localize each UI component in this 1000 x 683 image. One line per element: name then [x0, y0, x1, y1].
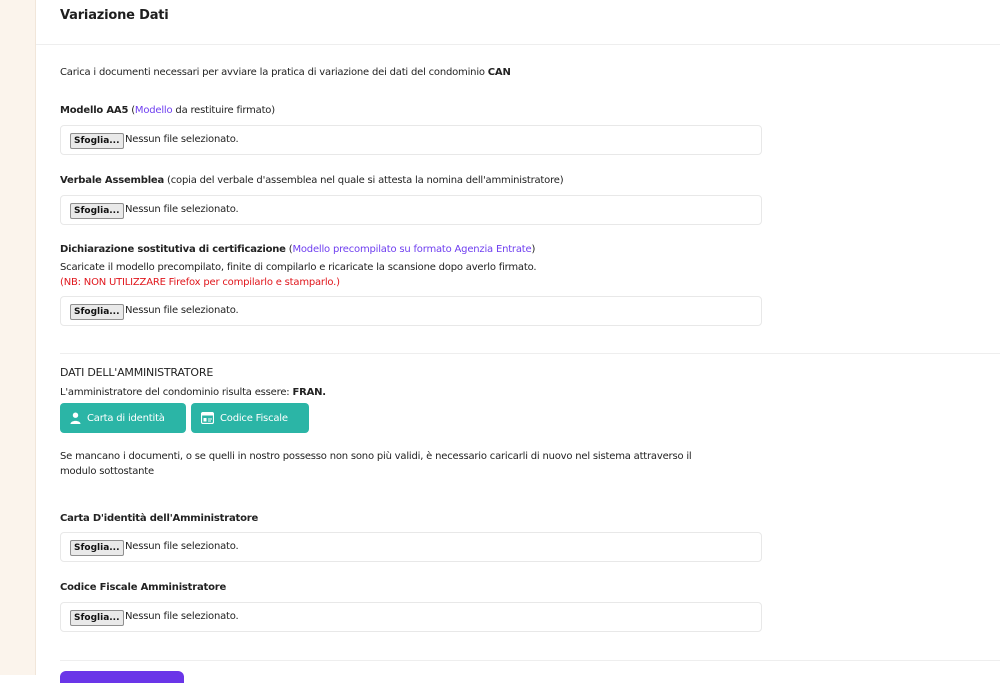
dichiarazione-label-row: Dichiarazione sostitutiva di certificazione (Modello precompilato su formato Agenzia Entrate): [60, 244, 536, 255]
codice-fiscale-file-input[interactable]: [60, 602, 762, 632]
verbale-label: Verbale Assemblea: [60, 175, 165, 186]
variazione-dati-card: [36, 0, 1000, 675]
section-divider: [60, 353, 1000, 354]
codice-fiscale-browse-button[interactable]: Sfoglia...: [70, 610, 124, 626]
header-divider: [36, 44, 1000, 45]
carta-identita-no-file-text: Nessun file selezionato.: [125, 541, 239, 552]
carta-identita-browse-button[interactable]: Sfoglia...: [70, 540, 124, 556]
codice-fiscale-no-file-text: Nessun file selezionato.: [125, 611, 239, 622]
dichiarazione-label: Dichiarazione sostitutiva di certificazione: [60, 244, 286, 255]
admin-result-row: L'amministratore del condominio risulta essere: FRAN.: [60, 387, 326, 398]
verbale-browse-button[interactable]: Sfoglia...: [70, 203, 124, 219]
intro-text: Carica i documenti necessari per avviare la pratica di variazione dei dati del condominio CAN: [60, 67, 511, 78]
id-card-icon: [201, 412, 214, 424]
carta-identita-file-input[interactable]: [60, 532, 762, 562]
codice-fiscale-label: Codice Fiscale: [220, 412, 288, 424]
admin-name: FRAN.: [292, 387, 326, 398]
carta-identita-admin-label: Carta D'identità dell'Amministratore: [60, 513, 259, 524]
dichiarazione-file-input[interactable]: [60, 296, 762, 326]
verbale-no-file-text: Nessun file selezionato.: [125, 204, 239, 215]
aa5-file-input[interactable]: [60, 125, 762, 155]
aa5-label: Modello AA5: [60, 105, 129, 116]
codice-fiscale-admin-label: Codice Fiscale Amministratore: [60, 582, 227, 593]
codice-fiscale-button[interactable]: [191, 403, 309, 433]
aa5-modello-link[interactable]: Modello: [134, 105, 173, 116]
submit-button[interactable]: [60, 671, 184, 683]
page-title: Variazione Dati: [60, 8, 169, 23]
aa5-no-file-text: Nessun file selezionato.: [125, 134, 239, 145]
dichiarazione-browse-button[interactable]: Sfoglia...: [70, 304, 124, 320]
dichiarazione-no-file-text: Nessun file selezionato.: [125, 305, 239, 316]
dichiarazione-description: Scaricate il modello precompilato, finite di compilarlo e ricaricate la scansione dopo averlo firmato.: [60, 262, 537, 273]
admin-section-title: DATI DELL'AMMINISTRATORE: [60, 366, 214, 379]
carta-identita-button[interactable]: [60, 403, 186, 433]
admin-notice-line1: Se mancano i documenti, o se quelli in nostro possesso non sono più validi, è necessario caricarli di nuovo nel sistema attraverso il: [60, 451, 692, 462]
aa5-label-row: Modello AA5 (Modello da restituire firmato): [60, 105, 275, 116]
condominio-name: CAN: [487, 67, 511, 78]
verbale-label-row: Verbale Assemblea (copia del verbale d'assemblea nel quale si attesta la nomina dell'amministratore): [60, 175, 564, 186]
firefox-warning: (NB: NON UTILIZZARE Firefox per compilarlo e stamparlo.): [60, 277, 340, 288]
left-sidebar-edge: [0, 0, 36, 675]
verbale-file-input[interactable]: [60, 195, 762, 225]
dichiarazione-modello-link[interactable]: Modello precompilato su formato Agenzia Entrate: [292, 244, 532, 255]
admin-notice-line2: modulo sottostante: [60, 466, 154, 477]
user-icon: [70, 412, 81, 424]
carta-identita-label: Carta di identità: [87, 412, 165, 424]
bottom-divider: [60, 660, 1000, 661]
aa5-browse-button[interactable]: Sfoglia...: [70, 133, 124, 149]
